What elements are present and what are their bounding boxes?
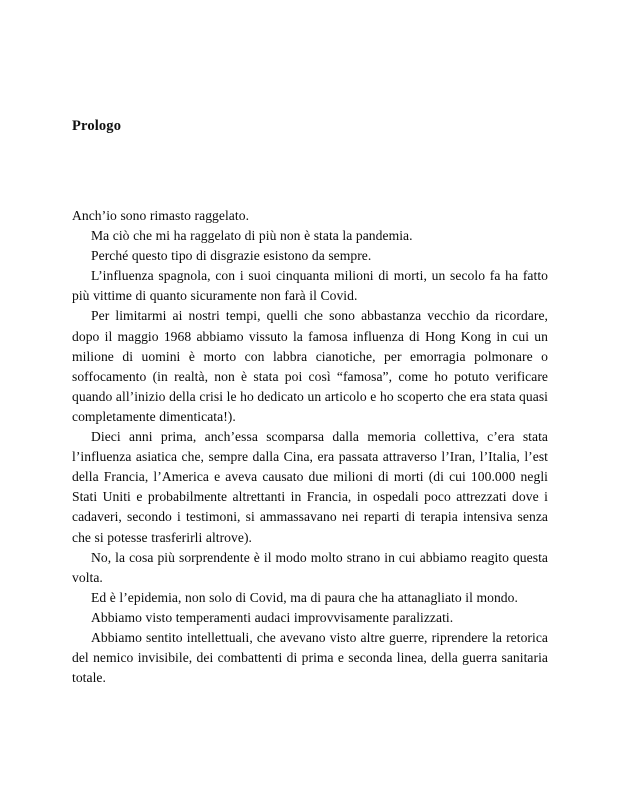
paragraph: Dieci anni prima, anch’essa scomparsa dalla memoria collettiva, c’era stata l’influenza asiatica che, sempre dalla Cina, era passata attraverso l’Iran, l’Italia, l’est della Francia, l’America e aveva causato due milioni di morti (di cui 100.000 negli Stati Uniti e probabilmente altrettanti in Francia, in ospedali poco attrezzati dove i cadaveri, secondo i testimoni, si ammassavano nei reparti di terapia intensiva senza che si potesse trasferirli altrove).	[72, 429, 548, 545]
body-text-block	[72, 206, 548, 688]
paragraph: Abbiamo visto temperamenti audaci improvvisamente paralizzati.	[91, 609, 454, 625]
paragraph: No, la cosa più sorprendente è il modo molto strano in cui abbiamo reagito questa volta.	[72, 549, 548, 585]
paragraph: Anch’io sono rimasto raggelato.	[72, 208, 250, 223]
paragraph: Perché questo tipo di disgrazie esistono da sempre.	[91, 248, 372, 264]
paragraph: Ma ciò che mi ha raggelato di più non è stata la pandemia.	[91, 228, 413, 244]
paragraph: L’influenza spagnola, con i suoi cinquanta milioni di morti, un secolo fa ha fatto più vittime di quanto sicuramente non farà il Covid.	[72, 268, 548, 304]
chapter-title: Prologo	[72, 117, 122, 134]
paragraph: Per limitarmi ai nostri tempi, quelli che sono abbastanza vecchio da ricordare, dopo il maggio 1968 abbiamo vissuto la famosa influenza di Hong Kong in cui un milione di uomini è morto con labbra cianotiche, per emorragia polmonare o soffocamento (in realtà, non è stata poi così “famosa”, come ho potuto verificare quando all’inizio della crisi le ho dedicato un articolo e ho scoperto che era stata quasi completamente dimenticata!).	[72, 308, 548, 424]
paragraph: Ed è l’epidemia, non solo di Covid, ma di paura che ha attanagliato il mondo.	[91, 589, 518, 605]
paragraph: Abbiamo sentito intellettuali, che avevano visto altre guerre, riprendere la retorica del nemico invisibile, dei combattenti di prima e seconda linea, della guerra sanitaria totale.	[72, 629, 548, 686]
